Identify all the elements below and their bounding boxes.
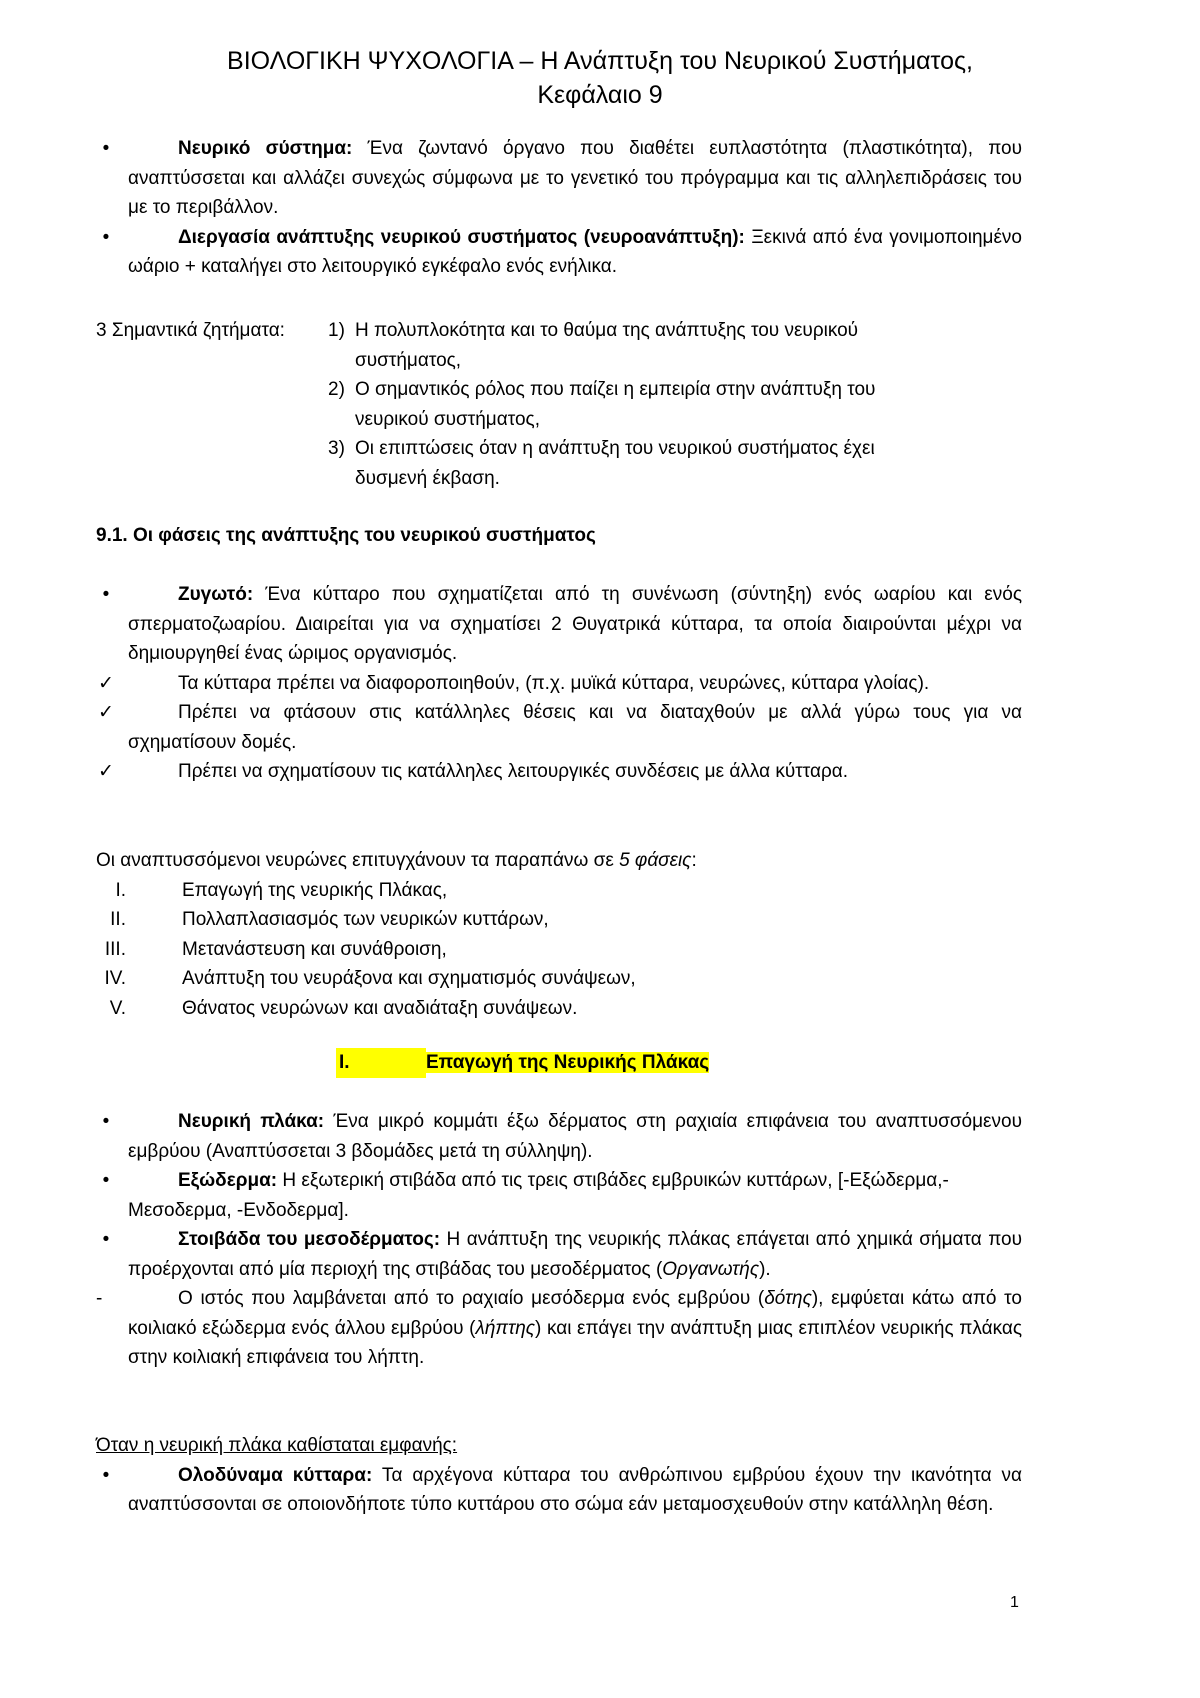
dash-marker: - (96, 1288, 103, 1309)
phase-item: III. Μετανάστευση και συνάθροιση, (104, 938, 447, 960)
issue-text: νευρικού συστήματος, (355, 408, 540, 430)
definition: Ένα μικρό κομμάτι έξω δέρματος στη ραχιαία επιφάνεια του αναπτυσσόμενου εμβρύου (Αναπτύσσεται 3 βδομάδες μετά τη σύλληψη). (128, 1111, 1022, 1162)
section-heading-9-1: 9.1. Οι φάσεις της ανάπτυξης του νευρικού συστήματος (96, 525, 596, 546)
bullet-icon: • (102, 138, 110, 159)
bullet-icon: • (102, 226, 110, 248)
phases-intro: Οι αναπτυσσόμενοι νευρώνες επιτυγχάνουν τα παραπάνω σε 5 φάσεις: (96, 850, 697, 871)
phase-item: V. Θάνατος νευρώνων και αναδιάταξη συνάψεων. (109, 997, 578, 1019)
list-item (96, 1461, 1022, 1520)
issue-number: 3) (328, 438, 345, 459)
term: Διεργασία ανάπτυξης νευρικού συστήματος (νευροανάπτυξη): (178, 226, 745, 248)
list-item: • Στοιβάδα του μεσοδέρματος: Η ανάπτυξη της νευρικής πλάκας επάγεται από χημικά σήματα που προέρχονται από μία περιοχή της στιβάδας του μεσοδέρματος (Οργανωτής). (96, 1225, 1022, 1284)
document-title (0, 44, 1200, 112)
phase-item: I. Επαγωγή της νευρικής Πλάκας, (115, 879, 448, 901)
list-item: - Ο ιστός που λαμβάνεται από το ραχιαίο μεσόδερμα ενός εμβρύου (δότης), εμφύεται κάτω από το κοιλιακό εξώδερμα ενός άλλου εμβρύου (λήπτης) και επάγει την ανάπτυξη μιας επιπλέον νευρικής πλάκας στην κοιλιακή επιφάνεια του λήπτη. (96, 1284, 1022, 1373)
issue-number: 2) (328, 379, 345, 400)
checkmark-icon: ✓ (98, 761, 114, 782)
definition: Ένα κύτταρο που σχηματίζεται από τη συνένωση (σύντηξη) ενός ωαρίου και ενός σπερματοζωαρίου. Διαιρείται για να σχηματίσει 2 Θυγατρικά κύτταρα, τα οποία διαιρούνται μέχρι να δημιουργηθεί ένας ώριμος οργανισμός. (128, 584, 1022, 664)
term: Νευρική πλάκα: (178, 1111, 325, 1132)
list-item (96, 669, 1022, 699)
issue-text: Οι επιπτώσεις όταν η ανάπτυξη του νευρικού συστήματος έχει (355, 438, 875, 459)
term: Ολοδύναμα κύτταρα: (178, 1464, 373, 1486)
list-item (96, 1107, 1022, 1166)
list-item (96, 698, 1022, 757)
bullet-icon: • (102, 1111, 110, 1132)
list-item (96, 580, 1022, 669)
list-item (96, 757, 1022, 787)
checkmark-icon: ✓ (98, 702, 114, 723)
term: Νευρικό σύστημα: (178, 138, 353, 159)
subheading: Όταν η νευρική πλάκα καθίσταται εμφανής: (96, 1435, 458, 1456)
issue-number: 1) (328, 320, 345, 341)
page-number: 1 (1010, 1594, 1019, 1611)
issue-text: δυσμενή έκβαση. (355, 467, 500, 489)
neural-plate-section (96, 1107, 1022, 1373)
bullet-icon: • (102, 584, 110, 605)
intro-section (96, 134, 1022, 282)
issue-text: Ο σημαντικός ρόλος που παίζει η εμπειρία στην ανάπτυξη του (355, 379, 876, 400)
list-item (96, 134, 1022, 223)
check-text: Τα κύτταρα πρέπει να διαφοροποιηθούν, (π.χ. μυϊκά κύτταρα, νευρώνες, κύτταρα γλοίας). (178, 672, 930, 694)
phases-section (96, 846, 1022, 1023)
definition: Ξεκινά από ένα γονιμοποιημένο ωάριο + καταλήγει στο λειτουργικό εγκέφαλο ενός ενήλικα. (128, 226, 1022, 277)
phase-item: IV. Ανάπτυξη του νευράξονα και σχηματισμός συνάψεων, (104, 968, 636, 989)
visible-plate-section (96, 1431, 1022, 1520)
checkmark-icon: ✓ (98, 672, 114, 694)
bullet-icon: • (102, 1464, 110, 1486)
issues-section (96, 316, 1022, 493)
title-line-1: ΒΙΟΛΟΓΙΚΗ ΨΥΧΟΛΟΓΙΑ – Η Ανάπτυξη του Νευρικού Συστήματος, (227, 47, 973, 75)
title-line-2: Κεφάλαιο 9 (537, 81, 663, 109)
check-text: Πρέπει να φτάσουν στις κατάλληλες θέσεις και να διαταχθούν με αλλά γύρω τους για να σχηματίσουν δομές. (128, 702, 1022, 753)
phase-item: II. Πολλαπλασιασμός των νευρικών κυττάρων, (110, 909, 549, 930)
issues-label: 3 Σημαντικά ζητήματα: (96, 320, 285, 341)
term: Στοιβάδα του μεσοδέρματος: (178, 1229, 441, 1250)
issue-text: συστήματος, (355, 349, 462, 371)
section-heading-I: I. Επαγωγή της Νευρικής Πλάκας (336, 1048, 709, 1078)
bullet-icon: • (102, 1229, 110, 1250)
list-item (96, 1166, 1022, 1225)
check-text: Πρέπει να σχηματίσουν τις κατάλληλες λειτουργικές συνδέσεις με άλλα κύτταρα. (178, 761, 849, 782)
term: Εξώδερμα: (178, 1170, 278, 1191)
issue-text: Η πολυπλοκότητα και το θαύμα της ανάπτυξης του νευρικού (355, 320, 859, 341)
zygote-section (96, 580, 1022, 787)
definition: Τα αρχέγονα κύτταρα του ανθρώπινου εμβρύου έχουν την ικανότητα να αναπτύσσονται σε οποιονδήποτε τύπο κυττάρου στο σώμα εάν μεταμοσχευθούν στην κατάλληλη θέση. (128, 1464, 1022, 1515)
definition: Η εξωτερική στιβάδα από τις τρεις στιβάδες εμβρυικών κυττάρων, [-Εξώδερμα,-Μεσοδερμα, -Ενδοδερμα]. (128, 1170, 949, 1221)
definition: Ένα ζωντανό όργανο που διαθέτει ευπλαστότητα (πλαστικότητα), που αναπτύσσεται και αλλάζει συνεχώς σύμφωνα με το γενετικό του πρόγραμμα και τις αλληλεπιδράσεις του με το περιβάλλον. (128, 138, 1023, 218)
term: Ζυγωτό: (178, 584, 254, 605)
bullet-icon: • (102, 1170, 110, 1191)
list-item (96, 223, 1022, 282)
